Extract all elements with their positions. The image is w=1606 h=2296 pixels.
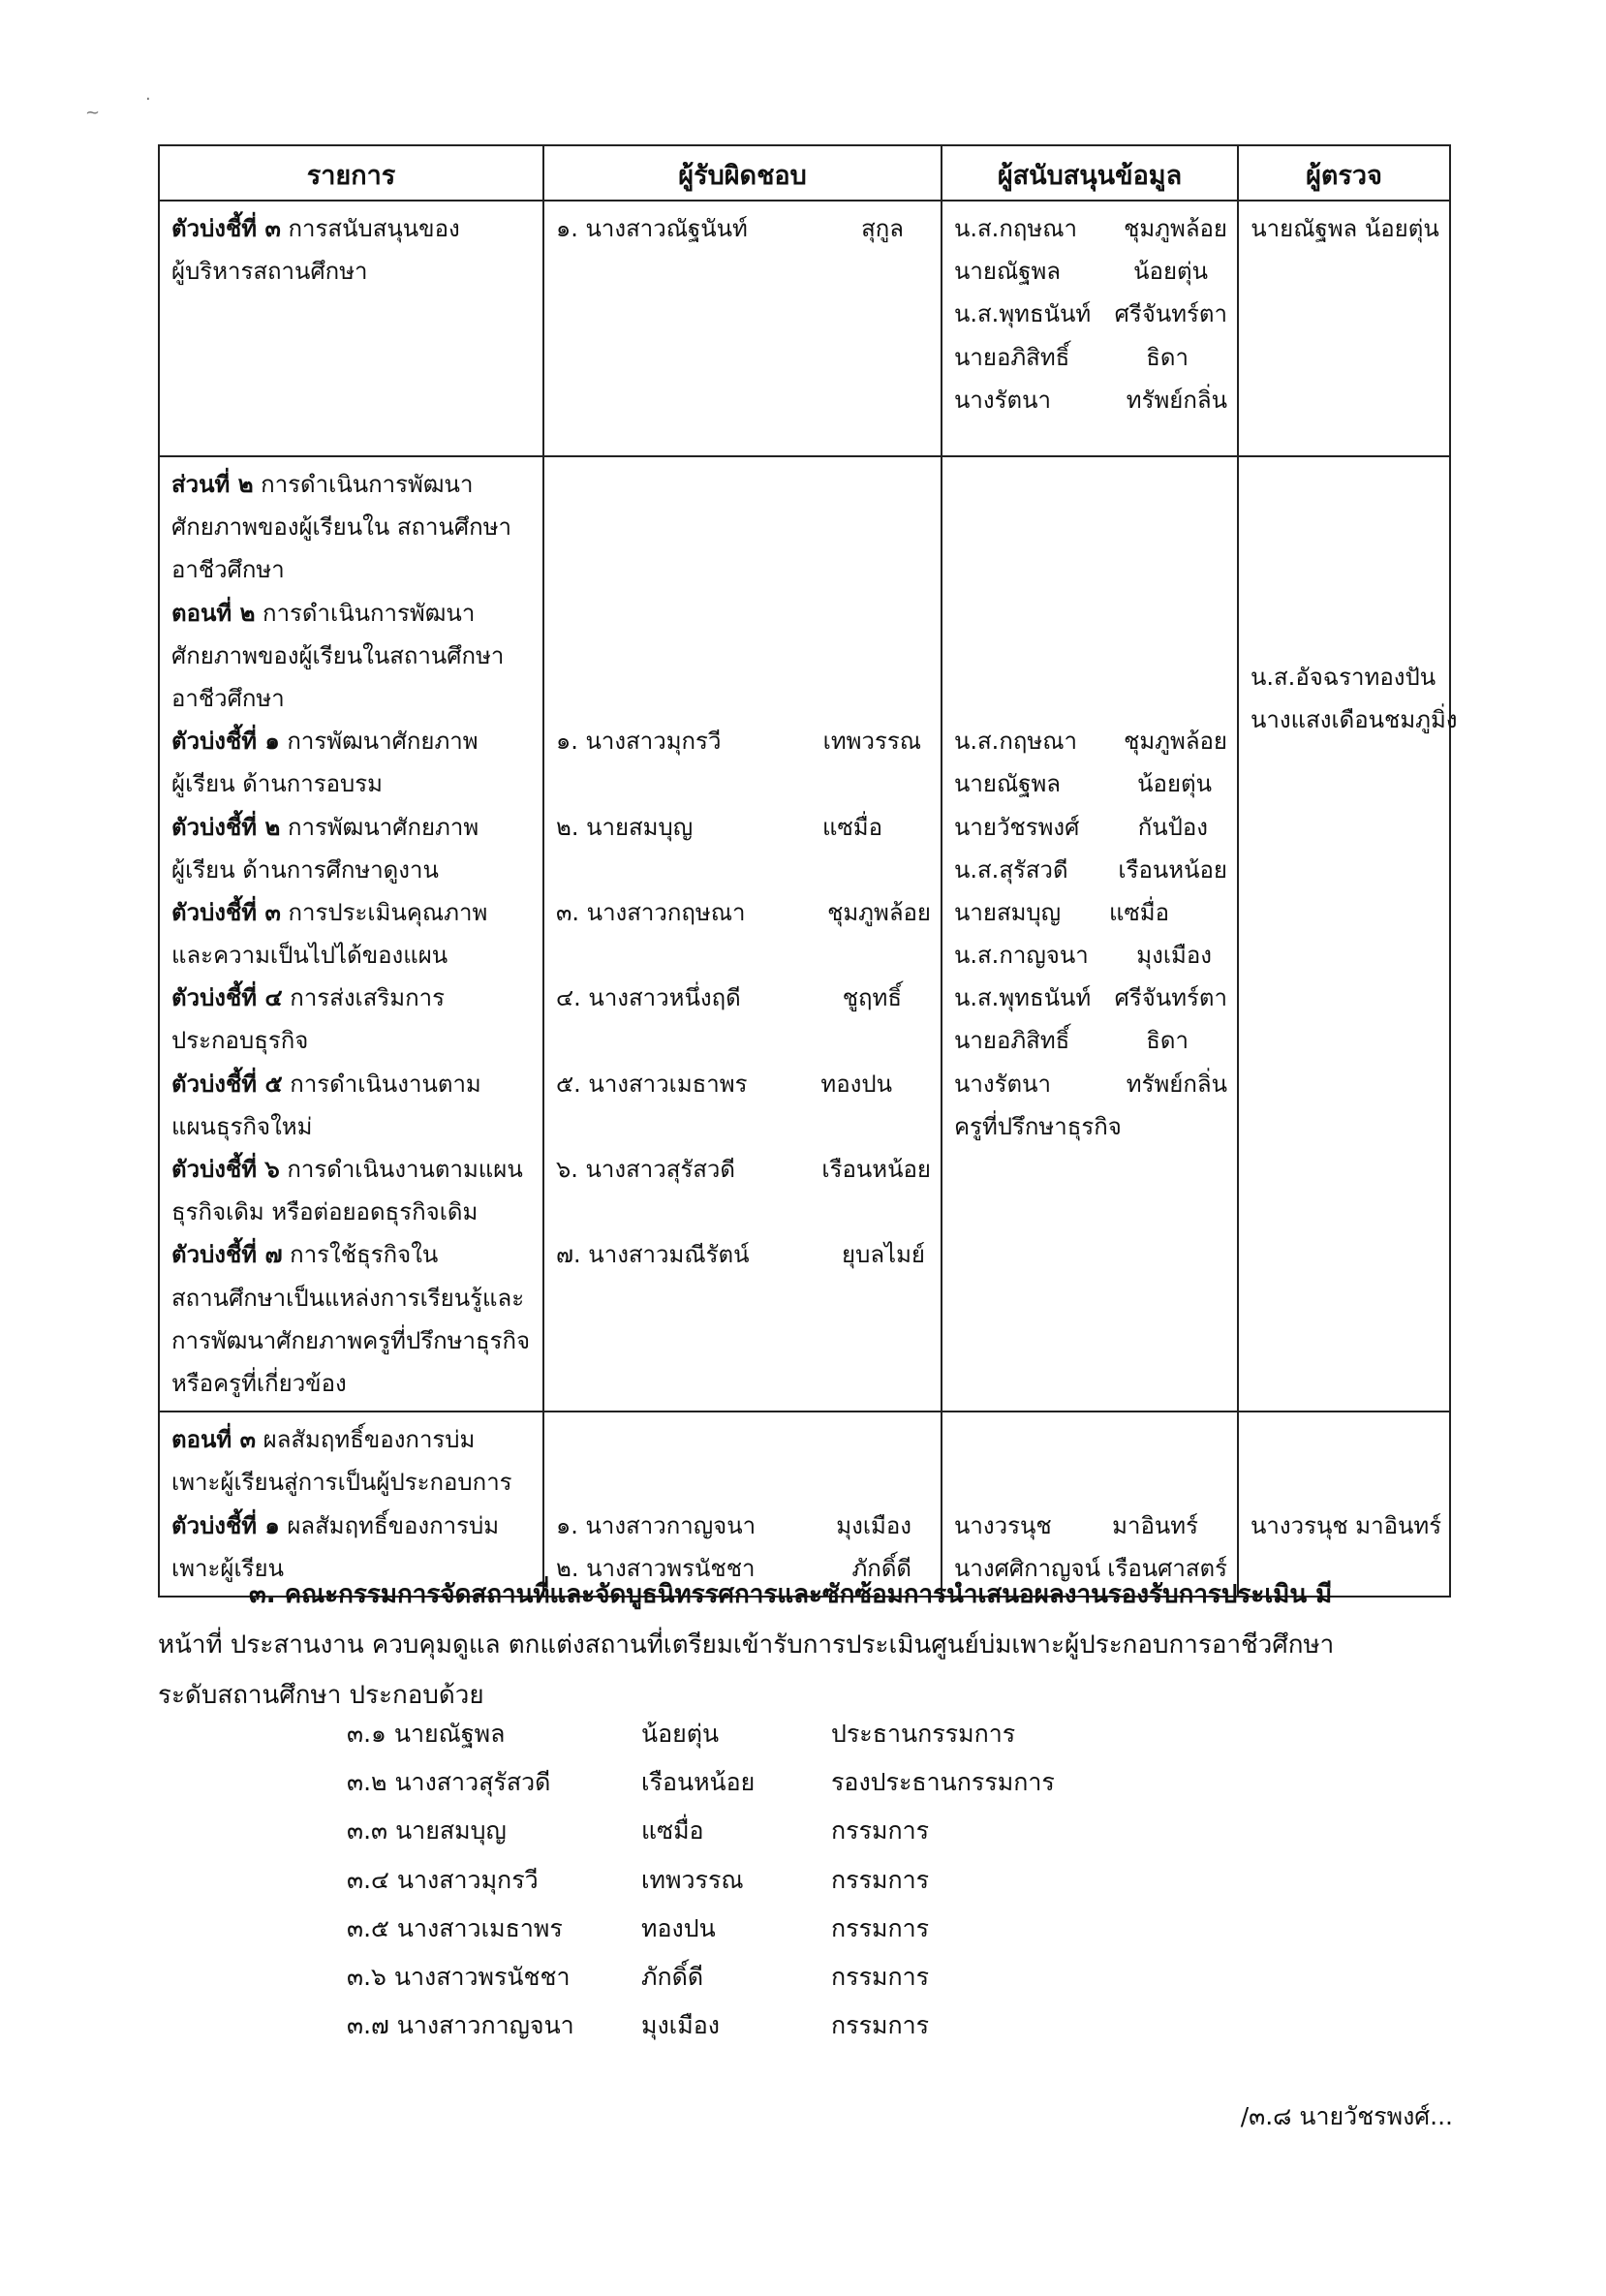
person-line: [954, 207, 1227, 250]
person-surname: มุงเมือง: [836, 1511, 911, 1539]
indicator-text: การใช้ธุรกิจใน: [282, 1241, 439, 1269]
person-surname: ชูฤทธิ์: [842, 984, 902, 1012]
section-text: ศักยภาพของผู้เรียนในสถานศึกษา: [171, 641, 505, 669]
member-role: รองประธานกรรมการ: [831, 1768, 1055, 1797]
list-item: [347, 2006, 1055, 2055]
scan-mark: ~: [85, 103, 101, 123]
table-header-row: [159, 145, 1450, 201]
person-surname: ทองปัน: [1364, 663, 1436, 691]
person-line: [954, 336, 1227, 379]
person-surname: เรือนหน้อย: [1118, 855, 1227, 884]
section-label: ตอนที่ ๒: [171, 599, 256, 627]
indicator-label: ตัวบ่งชี้ที่ ๒: [171, 813, 281, 841]
indicator-label: ตัวบ่งชี้ที่ ๓: [171, 215, 281, 242]
inspector-cell: [1238, 201, 1450, 456]
person-surname: มุงเมือง: [1136, 942, 1212, 970]
person-surname: ยุบลไมย์: [842, 1241, 925, 1269]
indicator-label: ตัวบ่งชี้ที่ ๑: [171, 1511, 280, 1539]
person-surname: ธิดา: [1146, 343, 1189, 371]
indicator-text: ผู้เรียน ด้านการศึกษาดูงาน: [171, 855, 439, 884]
person-name: นายวัชรพงศ์: [954, 813, 1080, 841]
indicator-label: ตัวบ่งชี้ที่ ๗: [171, 1241, 283, 1269]
member-surname: เทพวรรณ: [641, 1865, 744, 1894]
committee-description: หน้าที่ ประสานงาน ควบคุมดูแล ตกแต่งสถานที่เตรียมเข้ารับการประเมินศูนย์บ่มเพาะผู้ประกอบการอาชีวศึกษา: [158, 1630, 1335, 1660]
indicator-text: ผู้บริหารสถานศึกษา: [171, 258, 368, 286]
indicator-text: การพัฒนาศักยภาพ: [279, 728, 479, 756]
person-surname: ศรีจันทร์ตา: [1114, 300, 1227, 328]
member-surname: ทองปน: [641, 1913, 716, 1942]
member-name: ๓.๕ นางสาวเมธาพร: [347, 1913, 563, 1942]
person-name: ๑. นางสาวณัฐนันท์: [556, 215, 748, 242]
header-responsible: ผู้รับผิดชอบ: [543, 145, 942, 201]
person-line: [954, 849, 1227, 891]
section-text: ผลสัมฤทธิ์ของการบ่ม: [256, 1426, 476, 1454]
person-line: [556, 1063, 931, 1105]
indicator-label: ตัวบ่งชี้ที่ ๕: [171, 1070, 283, 1098]
person-surname: สุกูล: [861, 215, 904, 242]
member-name: ๓.๒ นางสาวสุรัสวดี: [347, 1768, 551, 1797]
person-line: [954, 1505, 1227, 1547]
person-name: ๗. นางสาวมณีรัตน์: [556, 1241, 750, 1269]
person-name: นางรัตนา: [954, 1070, 1051, 1098]
person-line: [954, 891, 1227, 934]
member-role: ประธานกรรมการ: [831, 1720, 1016, 1748]
person-name: น.ส.อัจฉรา: [1251, 663, 1365, 691]
person-name: ๖. นางสาวสุรัสวดี: [556, 1156, 735, 1183]
person-surname: น้อยตุ่น: [1137, 770, 1212, 798]
person-surname: ชุมภูพล้อย: [1124, 728, 1227, 756]
person-line: [954, 1019, 1227, 1062]
member-role: กรรมการ: [831, 1865, 930, 1894]
person-line: [954, 977, 1227, 1019]
indicator-text: หรือครูที่เกี่ยวข้อง: [171, 1369, 347, 1397]
indicator-text: และความเป็นไปได้ของแผน: [171, 942, 448, 970]
member-surname: มุงเมือง: [641, 2011, 720, 2040]
indicator-text: การดำเนินงานตาม: [282, 1070, 481, 1098]
person-surname: ธิดา: [1146, 1027, 1189, 1055]
person-name: นางรัตนา: [954, 386, 1051, 414]
person-surname: น้อยตุ่น: [1133, 258, 1208, 286]
person-line: [954, 806, 1227, 849]
indicator-text: การส่งเสริมการ: [282, 984, 446, 1012]
indicator-text: ผลสัมฤทธิ์ของการบ่ม: [279, 1511, 500, 1539]
committee-heading: ๓. คณะกรรมการจัดสถานที่และจัดบูธนิทรรศการและซักซ้อมการนำเสนอผลงานรองรับการประเมิน มี: [249, 1580, 1333, 1609]
committee-description: ระดับสถานศึกษา ประกอบด้วย: [158, 1681, 484, 1710]
person-surname: ชุมภูพล้อย: [827, 898, 931, 926]
person-surname: เรือนหน้อย: [821, 1156, 931, 1183]
member-surname: ภักดิ์ดี: [641, 1962, 704, 1991]
member-name: ๓.๑ นายณัฐพล: [347, 1720, 506, 1748]
table-row: [159, 201, 1450, 456]
person-surname: เทพวรรณ: [822, 728, 921, 756]
person-name: น.ส.กฤษณา: [954, 728, 1077, 756]
part-text: ศักยภาพของผู้เรียนใน สถานศึกษา: [171, 513, 511, 542]
list-item: [347, 1909, 1055, 1958]
person-name: น.ส.กฤษณา: [954, 215, 1077, 242]
person-line: [954, 720, 1227, 762]
person-name: น.ส.พุทธนันท์: [954, 300, 1092, 328]
person-name: ๕. นางสาวเมธาพร: [556, 1070, 748, 1098]
person-line: [556, 977, 931, 1019]
committee-member-list: [347, 1715, 1055, 2055]
person-name: นายณัฐพล: [954, 770, 1061, 798]
indicator-text: การพัฒนาศักยภาพครูที่ปรึกษาธุรกิจ: [171, 1326, 531, 1354]
indicator-text: การประเมินคุณภาพ: [280, 898, 488, 926]
person-line: [556, 720, 931, 762]
person-line: [1251, 656, 1439, 698]
person-line: [954, 762, 1227, 805]
person-surname: ทองปน: [820, 1070, 892, 1098]
person-name: น.ส.สุรัสวดี: [954, 855, 1068, 884]
indicator-label: ตัวบ่งชี้ที่ ๑: [171, 728, 280, 756]
assignment-table: [158, 144, 1458, 1598]
section-text: เพาะผู้เรียนสู่การเป็นผู้ประกอบการ: [171, 1469, 512, 1497]
part-label: ส่วนที่ ๒: [171, 471, 254, 498]
part-text: อาชีวศึกษา: [171, 556, 285, 584]
supporter-cell: [942, 201, 1238, 456]
continuation-note: /๓.๘ นายวัชรพงศ์...: [1240, 2102, 1453, 2130]
person-name: ๔. นางสาวหนึ่งฤดี: [556, 984, 741, 1012]
header-supporter: ผู้สนับสนุนข้อมูล: [942, 145, 1238, 201]
person-name: ๑. นางสาวมุกรวี: [556, 728, 722, 756]
member-name: ๓.๗ นางสาวกาญจนา: [347, 2011, 574, 2040]
indicator-text: การดำเนินงานตามแผน: [279, 1156, 523, 1183]
person-name: นายสมบุญ: [954, 898, 1062, 926]
list-item: [347, 1812, 1055, 1860]
inspector-cell: [1238, 456, 1458, 1412]
person-surname: มาอินทร์: [1112, 1511, 1198, 1539]
section-text: การดำเนินการพัฒนา: [255, 599, 476, 627]
person-line: [954, 379, 1227, 421]
person-surname: ชมภูมิ่ง: [1384, 705, 1458, 733]
member-role: กรรมการ: [831, 1816, 930, 1846]
indicator-text: ธุรกิจเดิม หรือต่อยอดธุรกิจเดิม: [171, 1198, 479, 1226]
member-role: กรรมการ: [831, 1913, 930, 1942]
person-line: [954, 293, 1227, 335]
person-surname: ทรัพย์กลิ่น: [1126, 386, 1227, 414]
inspector-name: นายณัฐพล น้อยตุ่น: [1251, 215, 1439, 242]
header-item: รายการ: [159, 145, 543, 201]
table-row: [159, 456, 1450, 1412]
member-surname: เรือนหน้อย: [641, 1768, 756, 1797]
person-name: ๒. นางสาวพรนัชชา: [556, 1554, 756, 1582]
item-cell: [159, 201, 543, 456]
person-surname: ศรีจันทร์ตา: [1114, 984, 1227, 1012]
indicator-label: ตัวบ่งชี้ที่ ๔: [171, 984, 283, 1012]
indicator-text: ประกอบธุรกิจ: [171, 1027, 309, 1055]
scan-mark: ·: [145, 89, 151, 109]
person-name: น.ส.พุทธนันท์: [954, 984, 1092, 1012]
item-cell: [159, 456, 543, 1412]
person-line: [556, 207, 931, 250]
person-line: [1251, 698, 1458, 741]
member-name: ๓.๔ นางสาวมุกรวี: [347, 1865, 539, 1894]
person-name: ครูที่ปรึกษาธุรกิจ: [954, 1112, 1122, 1140]
member-surname: น้อยตุ่น: [641, 1720, 720, 1748]
indicator-text: สถานศึกษาเป็นแหล่งการเรียนรู้และ: [171, 1284, 525, 1312]
list-item: [347, 1763, 1055, 1812]
indicator-text: การสนับสนุนของ: [280, 215, 460, 242]
section-label: ตอนที่ ๓: [171, 1426, 256, 1454]
indicator-label: ตัวบ่งชี้ที่ ๖: [171, 1156, 280, 1183]
person-line: [556, 1233, 931, 1276]
indicator-text: เพาะผู้เรียน: [171, 1554, 285, 1582]
inspector-name: นางวรนุช มาอินทร์: [1251, 1511, 1442, 1539]
indicator-label: ตัวบ่งชี้ที่ ๓: [171, 898, 281, 926]
responsible-cell: [543, 456, 942, 1412]
person-line: [954, 250, 1227, 293]
member-surname: แซมื่อ: [641, 1816, 704, 1846]
person-name: นางวรนุช: [954, 1511, 1052, 1539]
section-text: อาชีวศึกษา: [171, 684, 285, 712]
member-role: กรรมการ: [831, 2011, 930, 2040]
person-surname: ทรัพย์กลิ่น: [1126, 1070, 1227, 1098]
person-name: นายณัฐพล: [954, 258, 1061, 286]
header-inspector: ผู้ตรวจ: [1238, 145, 1450, 201]
person-name: นายอภิสิทธิ์: [954, 1027, 1070, 1055]
person-line: [556, 1148, 931, 1191]
indicator-text: การพัฒนาศักยภาพ: [280, 813, 479, 841]
person-line: [556, 1505, 931, 1547]
person-name: ๒. นายสมบุญ: [556, 813, 694, 841]
member-role: กรรมการ: [831, 1962, 930, 1991]
supporter-cell: [942, 456, 1238, 1412]
indicator-text: แผนธุรกิจใหม่: [171, 1112, 313, 1140]
person-surname: ภักดิ์ดี: [851, 1554, 911, 1582]
list-item: [347, 1861, 1055, 1909]
person-surname: ชุมภูพล้อย: [1124, 215, 1227, 242]
person-surname: แซมื่อ: [1109, 898, 1169, 926]
person-name: ๑. นางสาวกาญจนา: [556, 1511, 757, 1539]
committee-section: [158, 1569, 1456, 1721]
person-name: นายอภิสิทธิ์: [954, 343, 1070, 371]
list-item: [347, 1958, 1055, 2006]
person-surname: เรือนศาสตร์: [1107, 1554, 1227, 1582]
member-name: ๓.๓ นายสมบุญ: [347, 1816, 507, 1846]
indicator-text: ผู้เรียน ด้านการอบรม: [171, 770, 383, 798]
person-line: [954, 1063, 1227, 1105]
member-name: ๓.๖ นางสาวพรนัชชา: [347, 1962, 571, 1991]
person-name: นางแสงเดือน: [1251, 705, 1385, 733]
person-surname: แซมื่อ: [822, 813, 882, 841]
list-item: [347, 1715, 1055, 1763]
responsible-cell: [543, 201, 942, 456]
person-line: [954, 934, 1227, 977]
person-name: น.ส.กาญจนา: [954, 942, 1089, 970]
person-surname: กันป้อง: [1137, 813, 1208, 841]
person-name: นางศศิกาญจน์: [954, 1554, 1100, 1582]
part-text: การดำเนินการพัฒนา: [253, 471, 474, 498]
person-line: [556, 806, 931, 849]
person-line: [556, 891, 931, 934]
person-name: ๓. นางสาวกฤษณา: [556, 898, 746, 926]
